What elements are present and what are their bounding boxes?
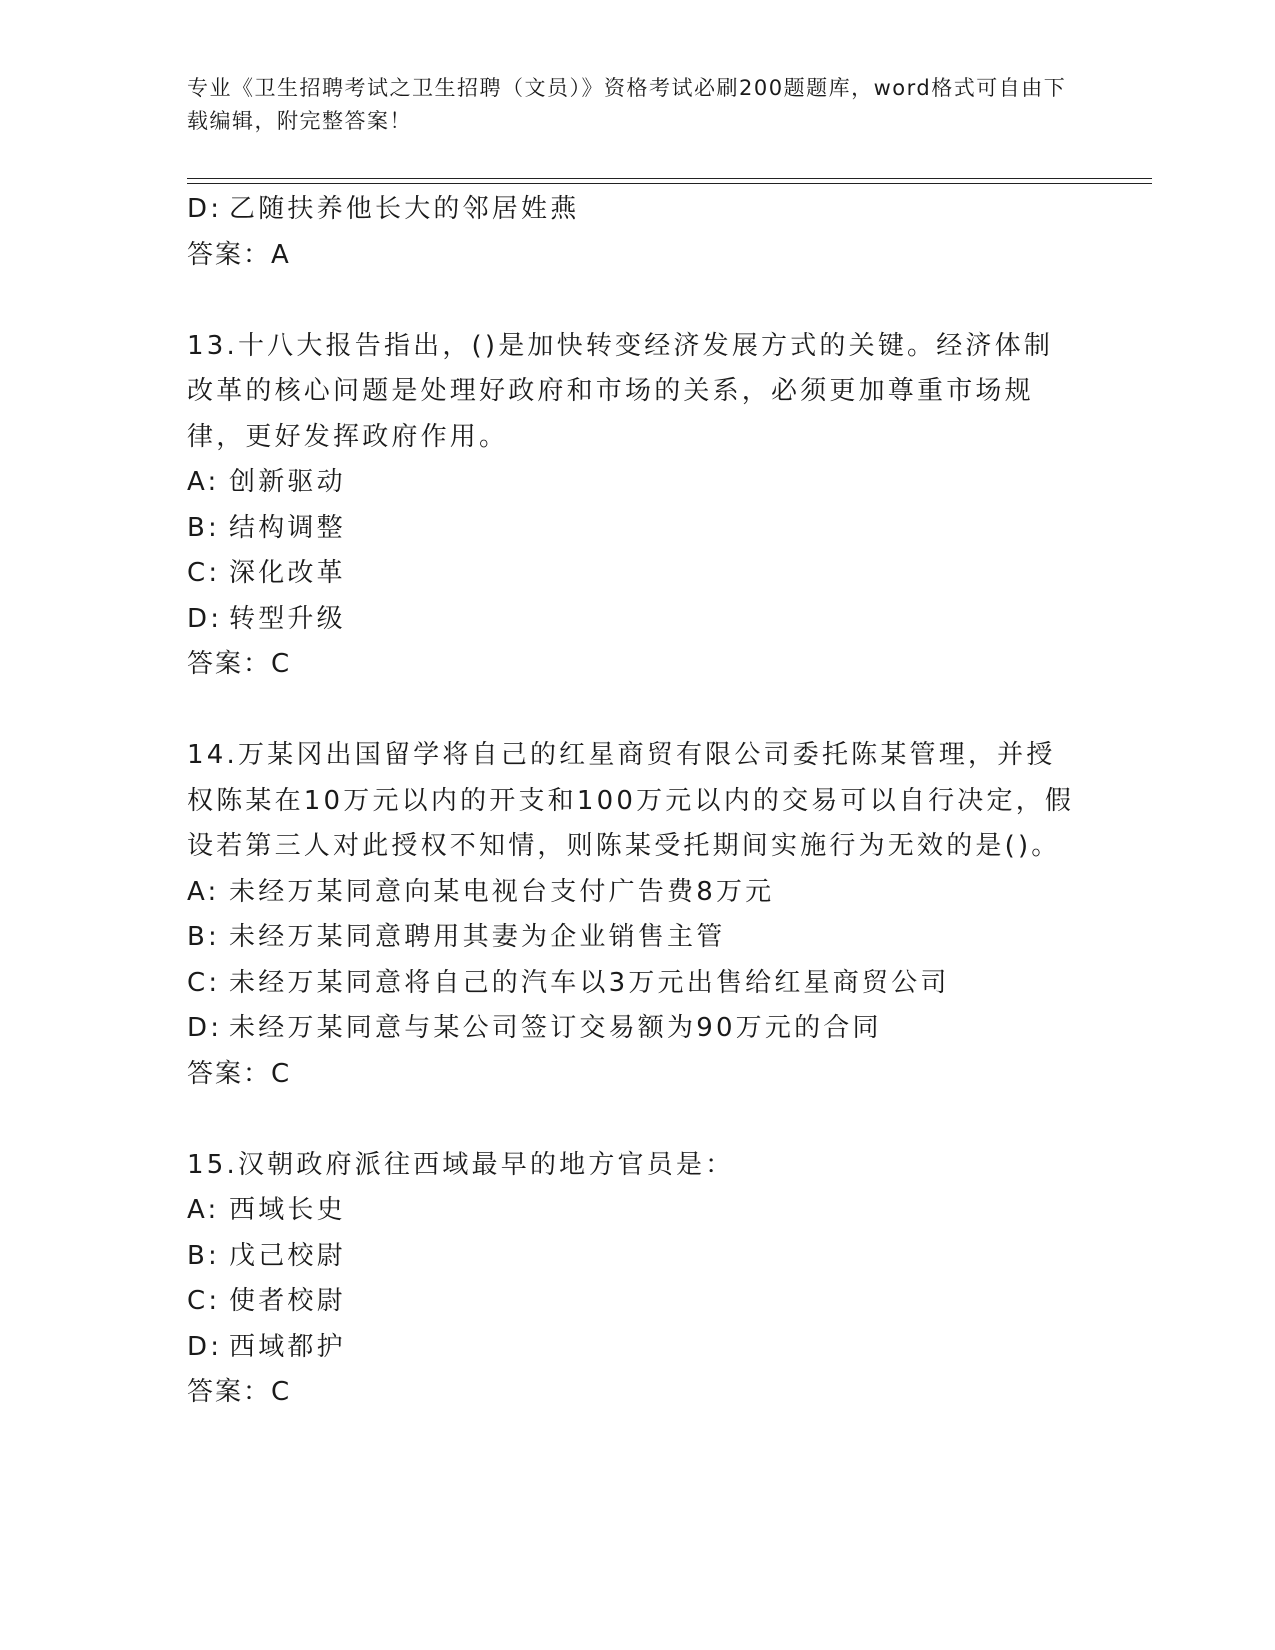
option-text: 未经万某同意向某电视台支付广告费8万元: [229, 876, 775, 907]
document-body: [187, 187, 1087, 1416]
header-rule-bottom: [187, 183, 1152, 184]
prev-answer: 答案：A: [187, 239, 291, 270]
option-label: C:: [187, 1286, 221, 1316]
question-13-answer: 答案：C: [187, 649, 292, 679]
question-14-option-b: [187, 915, 1087, 961]
question-15-option-c: [187, 1279, 1087, 1325]
option-label: B:: [187, 1240, 220, 1271]
option-label: A:: [187, 876, 220, 907]
question-14-option-a: [187, 870, 1087, 916]
question-15-answer: 答案：C: [187, 1377, 292, 1407]
option-text: 结构调整: [229, 512, 346, 543]
option-text: 未经万某同意聘用其妻为企业销售主管: [229, 922, 726, 952]
question-15-option-a: [187, 1188, 1087, 1234]
option-label: A:: [187, 467, 220, 497]
spacer: [187, 1097, 1087, 1143]
page-header: 专业《卫生招聘考试之卫生招聘（文员）》资格考试必刷200题题库，word格式可自由下载编辑，附完整答案！: [187, 76, 1067, 133]
header-rule-top: [187, 178, 1152, 179]
option-label: D:: [187, 603, 223, 634]
option-text: 未经万某同意将自己的汽车以3万元出售给红星商贸公司: [229, 967, 950, 998]
option-text: 深化改革: [229, 558, 346, 588]
question-13-option-d: [187, 597, 1087, 643]
question-14-answer: 答案：C: [187, 1058, 292, 1089]
question-15-stem: 15.汉朝政府派往西域最早的地方官员是：: [187, 1149, 735, 1180]
option-text: 西域长史: [229, 1195, 346, 1225]
option-label: B:: [187, 922, 220, 952]
option-text: 戊己校尉: [229, 1240, 346, 1271]
option-label: A:: [187, 1195, 220, 1225]
option-text: 未经万某同意与某公司签订交易额为90万元的合同: [229, 1013, 882, 1043]
option-text: 使者校尉: [229, 1286, 346, 1316]
option-label: D:: [187, 1331, 223, 1362]
question-13-option-b: [187, 506, 1087, 552]
option-label: C:: [187, 558, 221, 588]
option-label: B:: [187, 512, 220, 543]
question-14-option-d: [187, 1006, 1087, 1052]
option-text: 乙随扶养他长大的邻居姓燕: [229, 194, 580, 224]
option-label: C:: [187, 967, 221, 998]
question-13-option-c: [187, 551, 1087, 597]
question-14-stem: 14.万某冈出国留学将自己的红星商贸有限公司委托陈某管理，并授权陈某在10万元以内的开支和100万元以内的交易可以自行决定，假设若第三人对此授权不知情，则陈某受托期间实施行为无效的是()。: [187, 740, 1075, 861]
option-text: 西域都护: [229, 1331, 346, 1362]
question-13-stem: 13.十八大报告指出，()是加快转变经济发展方式的关键。经济体制改革的核心问题是处理好政府和市场的关系，必须更加尊重市场规律，更好发挥政府作用。: [187, 330, 1054, 452]
option-label: D:: [187, 194, 223, 224]
question-15-option-d: [187, 1325, 1087, 1371]
spacer: [187, 688, 1087, 734]
question-14-option-c: [187, 961, 1087, 1007]
option-text: 转型升级: [229, 603, 346, 634]
prev-option-d: [187, 187, 1087, 233]
question-13-option-a: [187, 460, 1087, 506]
spacer: [187, 278, 1087, 324]
option-text: 创新驱动: [229, 467, 346, 497]
option-label: D:: [187, 1013, 223, 1043]
question-15-option-b: [187, 1234, 1087, 1280]
